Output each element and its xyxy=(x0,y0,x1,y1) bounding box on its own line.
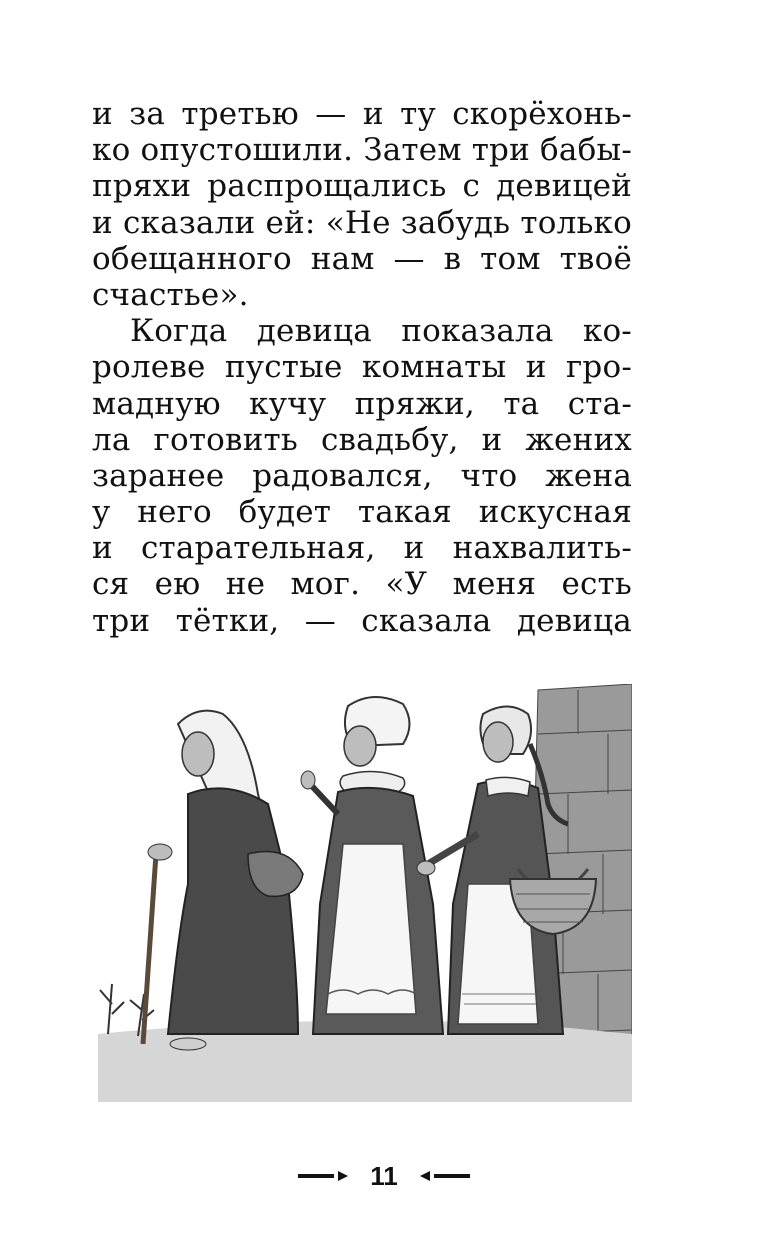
page-number-footer xyxy=(0,1156,768,1196)
text-line: Когда девица показала ко- xyxy=(130,313,632,350)
body-text xyxy=(92,96,632,639)
text-line: мадную кучу пряжи, та ста- xyxy=(92,385,632,422)
text-line: ролеве пустые комнаты и гро- xyxy=(92,349,632,386)
text-line: ла готовить свадьбу, и жених xyxy=(92,421,632,458)
text-line: и сказали ей: «Не забудь только xyxy=(92,204,632,241)
text-line: и за третью — и ту скорёхонь- xyxy=(92,96,632,132)
text-line: и старательная, и нахвалить- xyxy=(92,530,632,567)
illustration-drawing xyxy=(98,684,632,1102)
text-line: пряхи распрощались с девицей xyxy=(92,168,632,205)
text-line: ко опустошили. Затем три бабы- xyxy=(92,132,632,169)
text-line: три тётки, — сказала девица xyxy=(92,602,632,639)
figure-old-woman-with-cane xyxy=(143,711,303,1050)
text-line: ся ею не мог. «У меня есть xyxy=(92,566,632,603)
left-dash-ornament xyxy=(298,1171,348,1181)
text-line: у него будет такая искусная xyxy=(92,494,632,531)
right-dash-ornament xyxy=(420,1171,470,1181)
text-line: обещанного нам — в том твоё xyxy=(92,240,632,277)
text-line: счастье». xyxy=(92,276,249,313)
text-line: заранее радовался, что жена xyxy=(92,457,632,494)
illustration-three-spinners xyxy=(98,684,632,1102)
page-number: 11 xyxy=(370,1160,398,1191)
